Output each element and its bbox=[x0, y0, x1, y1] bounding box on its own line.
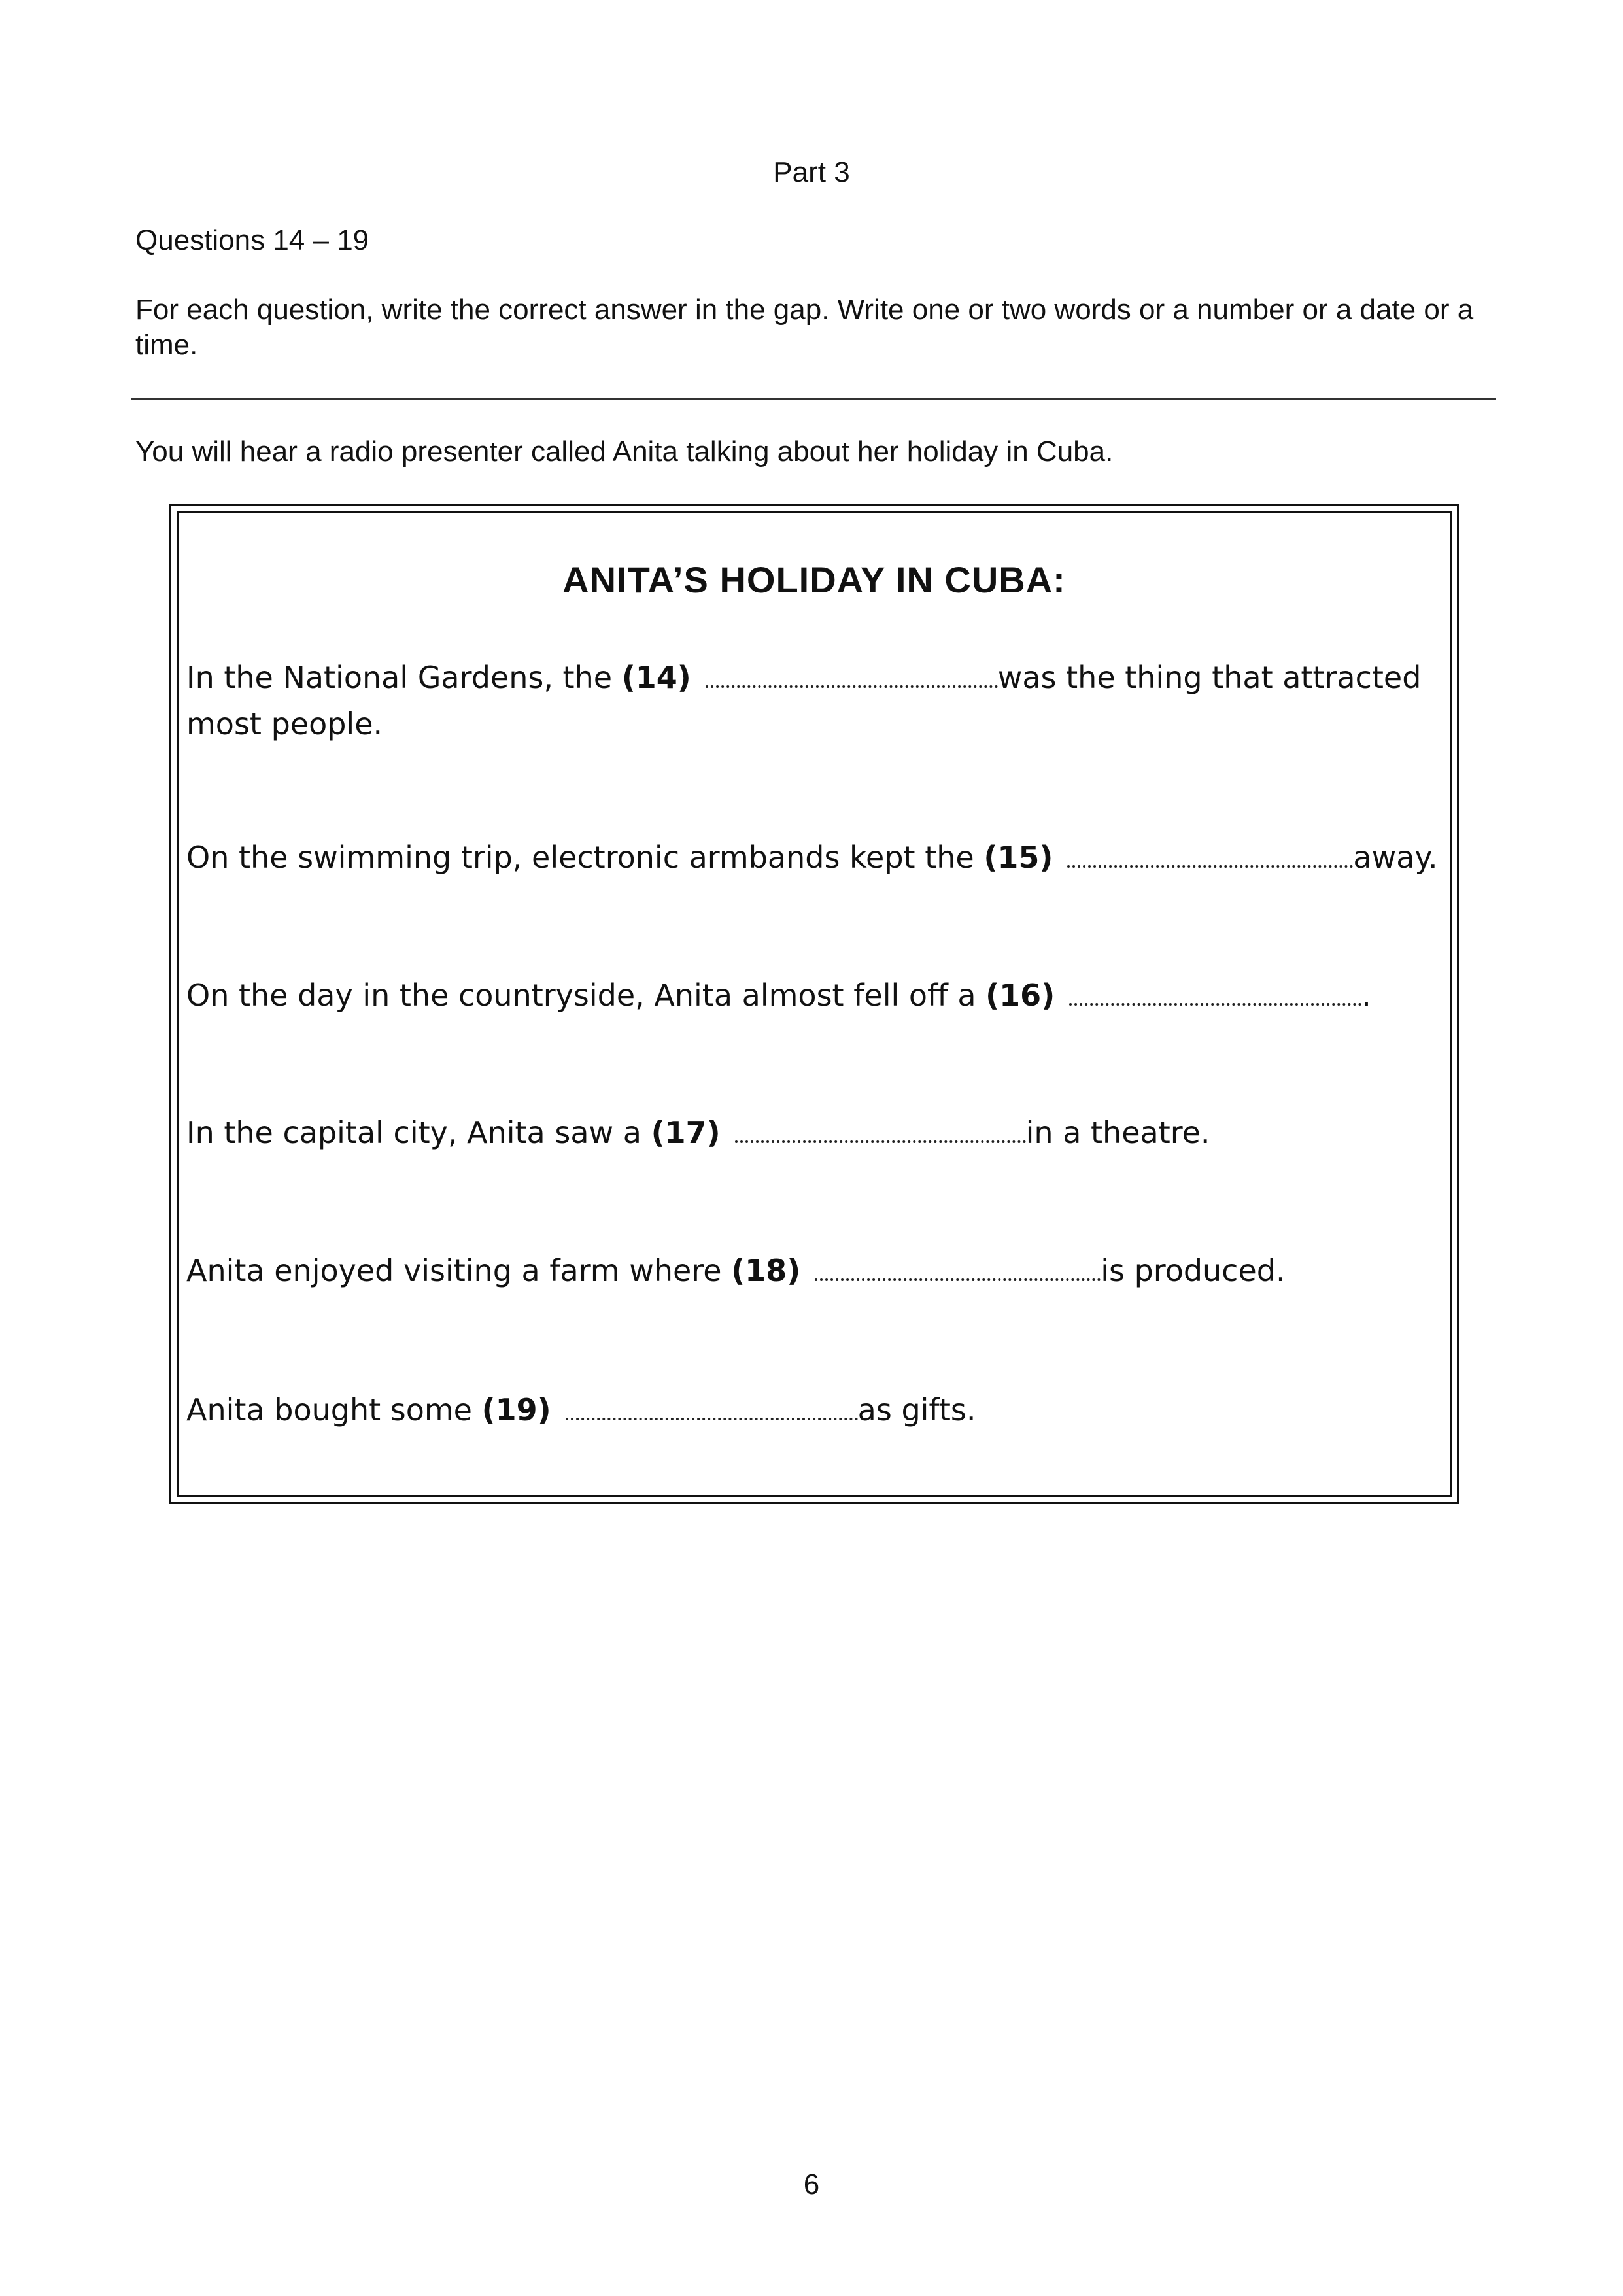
answer-gap-16[interactable] bbox=[1069, 977, 1361, 1006]
question-18 bbox=[186, 1248, 1286, 1294]
question-16-text-before: On the day in the countryside, Anita almost fell off a bbox=[186, 978, 986, 1013]
answer-gap-15[interactable] bbox=[1067, 839, 1353, 868]
question-19-text-after: as gifts. bbox=[857, 1392, 976, 1428]
question-14-continuation: most people. bbox=[186, 706, 383, 742]
answer-gap-17[interactable] bbox=[735, 1114, 1026, 1143]
question-19 bbox=[186, 1387, 976, 1433]
question-19-text-before: Anita bought some bbox=[186, 1392, 482, 1428]
question-16-number: (16) bbox=[985, 978, 1055, 1013]
question-19-number: (19) bbox=[481, 1392, 551, 1428]
question-18-number: (18) bbox=[731, 1253, 801, 1288]
question-18-text-before: Anita enjoyed visiting a farm where bbox=[186, 1253, 732, 1288]
part-heading: Part 3 bbox=[773, 156, 850, 188]
question-14-number: (14) bbox=[621, 660, 691, 695]
question-16 bbox=[186, 972, 1371, 1018]
question-15-text-before: On the swimming trip, electronic armbands kept the bbox=[186, 840, 984, 875]
question-17-number: (17) bbox=[651, 1115, 721, 1150]
answer-gap-14[interactable] bbox=[706, 659, 998, 688]
question-16-text-after: . bbox=[1361, 978, 1371, 1013]
question-14-text-before: In the National Gardens, the bbox=[186, 660, 622, 695]
question-17 bbox=[186, 1110, 1210, 1156]
question-15 bbox=[186, 834, 1438, 880]
answer-gap-19[interactable] bbox=[566, 1392, 858, 1420]
question-17-text-after: in a theatre. bbox=[1025, 1115, 1210, 1150]
question-18-text-after: is produced. bbox=[1101, 1253, 1286, 1288]
instructions-text: For each question, write the correct answer in the gap. Write one or two words or a number or a date or a time. bbox=[135, 294, 1474, 361]
divider-rule bbox=[131, 398, 1496, 400]
question-14 bbox=[186, 655, 1421, 700]
notes-box-title: ANITA’S HOLIDAY IN CUBA: bbox=[562, 559, 1066, 600]
question-14-text-after: was the thing that attracted bbox=[997, 660, 1422, 695]
answer-gap-18[interactable] bbox=[815, 1252, 1101, 1281]
question-15-number: (15) bbox=[983, 840, 1053, 875]
intro-text: You will hear a radio presenter called Anita talking about her holiday in Cuba. bbox=[135, 436, 1114, 468]
page-number: 6 bbox=[803, 2168, 820, 2201]
question-15-text-after: away. bbox=[1353, 840, 1438, 875]
question-17-text-before: In the capital city, Anita saw a bbox=[186, 1115, 651, 1150]
questions-range: Questions 14 – 19 bbox=[135, 224, 369, 256]
